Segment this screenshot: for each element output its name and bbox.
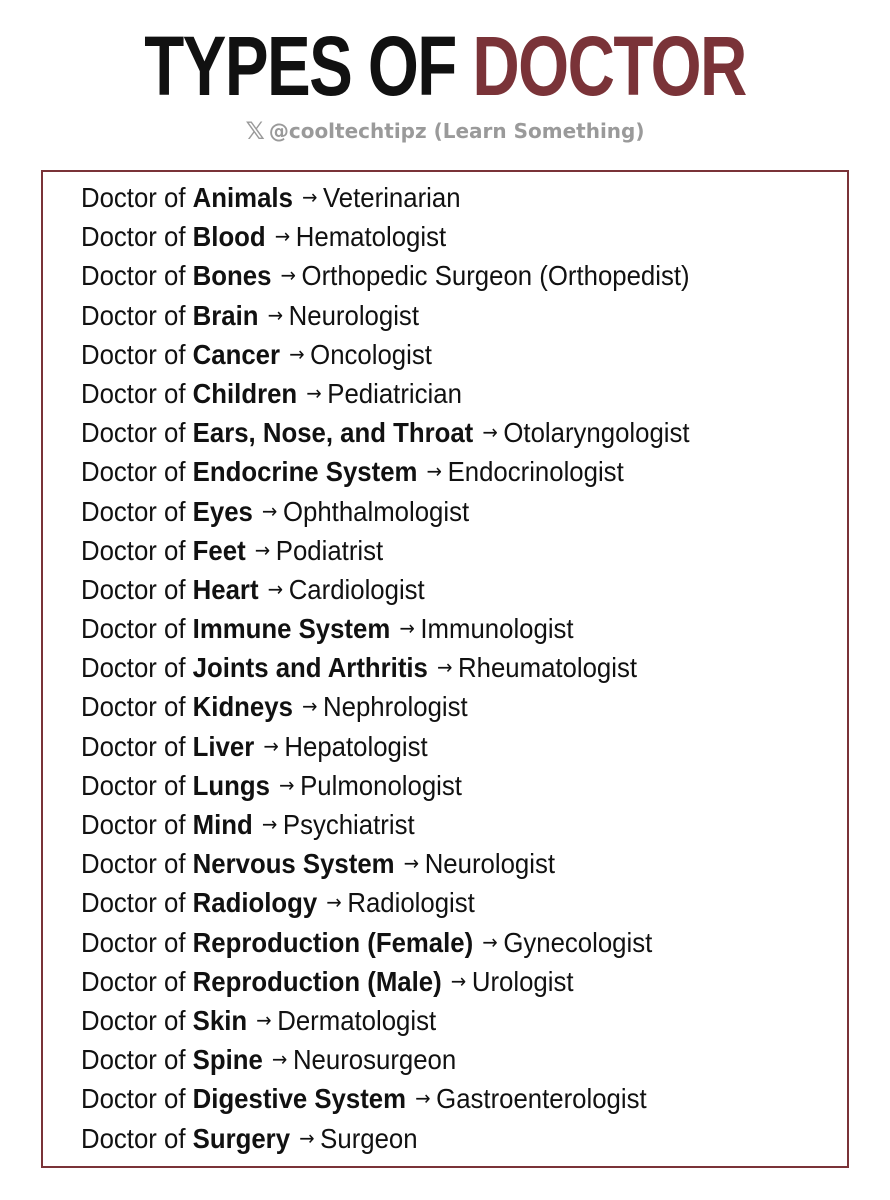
right-arrow-icon: → — [289, 341, 305, 366]
list-item-specialist: Gynecologist — [503, 926, 653, 958]
list-item-subject: Endocrine System — [192, 456, 418, 488]
list-item-subject: Eyes — [192, 495, 253, 527]
list-item-subject: Brain — [192, 299, 259, 331]
list-item-prefix: Doctor of — [81, 534, 193, 566]
list-item-prefix: Doctor of — [81, 221, 193, 253]
list-item — [81, 1003, 690, 1042]
list-item-specialist: Orthopedic Surgeon (Orthopedist) — [301, 260, 690, 292]
list-item-specialist: Ophthalmologist — [282, 495, 470, 527]
right-arrow-icon: → — [482, 420, 498, 445]
right-arrow-icon: → — [256, 1007, 272, 1032]
subtitle — [0, 116, 890, 146]
list-item-specialist: Dermatologist — [277, 1004, 437, 1036]
list-item-specialist: Oncologist — [310, 338, 432, 370]
list-item-prefix: Doctor of — [81, 1004, 193, 1036]
list-item — [81, 494, 690, 533]
list-item-specialist: Pulmonologist — [300, 769, 462, 801]
list-item-specialist: Neurologist — [424, 848, 556, 880]
list-item — [81, 572, 690, 611]
list-item-specialist: Gastroenterologist — [436, 1083, 647, 1115]
right-arrow-icon: → — [302, 694, 318, 719]
list-item — [81, 885, 690, 924]
list-item-prefix: Doctor of — [81, 417, 193, 449]
list-item-subject: Reproduction (Female) — [192, 926, 474, 958]
list-item-subject: Reproduction (Male) — [192, 965, 442, 997]
list-item-prefix: Doctor of — [81, 338, 193, 370]
list-item — [81, 807, 690, 846]
list-item-subject: Immune System — [192, 613, 391, 645]
list-item — [81, 180, 690, 219]
list-item-subject: Surgery — [192, 1122, 291, 1154]
right-arrow-icon: → — [261, 812, 278, 836]
right-arrow-icon: → — [415, 1086, 431, 1111]
list-item-specialist: Psychiatrist — [282, 809, 415, 840]
list-item-specialist: Radiologist — [347, 887, 475, 919]
right-arrow-icon: → — [267, 302, 284, 327]
x-logo-icon: 𝕏 — [245, 117, 265, 145]
list-item-subject: Ears, Nose, and Throat — [192, 417, 474, 449]
list-item — [81, 964, 690, 1003]
list-item-specialist: Rheumatologist — [458, 652, 638, 684]
right-arrow-icon: → — [279, 772, 295, 797]
list-item-prefix: Doctor of — [81, 573, 193, 605]
list-item — [81, 611, 690, 650]
list-item — [81, 729, 690, 768]
right-arrow-icon: → — [403, 851, 420, 876]
list-item-prefix: Doctor of — [81, 1122, 193, 1154]
list-item-prefix: Doctor of — [81, 965, 193, 997]
list-item-specialist: Surgeon — [320, 1122, 418, 1154]
list-item — [81, 258, 690, 297]
list-item-specialist: Cardiologist — [288, 573, 425, 605]
list-item-specialist: Endocrinologist — [447, 456, 624, 488]
list-item-specialist: Pediatrician — [327, 377, 462, 409]
list-item-subject: Bones — [192, 260, 272, 292]
list-item-specialist: Nephrologist — [323, 691, 468, 723]
list-item — [81, 846, 690, 885]
right-arrow-icon: → — [306, 380, 322, 405]
list-item — [81, 219, 690, 258]
list-item-prefix: Doctor of — [81, 1044, 193, 1076]
list-item-subject: Spine — [192, 1044, 263, 1076]
list-item — [81, 768, 690, 807]
list-item-prefix: Doctor of — [81, 495, 193, 527]
list-item-specialist: Otolaryngologist — [503, 417, 690, 449]
list-item-prefix: Doctor of — [81, 182, 193, 213]
page-title-part2: DOCTOR — [472, 19, 746, 113]
right-arrow-icon: → — [302, 185, 318, 209]
list-item-subject: Lungs — [192, 769, 270, 801]
right-arrow-icon: → — [280, 263, 297, 288]
list-item — [81, 415, 690, 454]
subtitle-handle: @cooltechtipz (Learn Something) — [268, 119, 645, 143]
list-item-prefix: Doctor of — [81, 299, 193, 331]
list-item-prefix: Doctor of — [81, 377, 193, 409]
right-arrow-icon: → — [426, 459, 443, 484]
list-item — [81, 376, 690, 415]
list-item-subject: Nervous System — [192, 848, 395, 880]
right-arrow-icon: → — [272, 1047, 288, 1072]
list-item-specialist: Neurologist — [288, 299, 419, 331]
list-item-specialist: Podiatrist — [275, 534, 384, 566]
list-item-prefix: Doctor of — [81, 769, 193, 801]
list-item-prefix: Doctor of — [81, 652, 193, 684]
list-item-prefix: Doctor of — [81, 691, 193, 723]
list-item-subject: Skin — [192, 1004, 248, 1036]
list-item-prefix: Doctor of — [81, 848, 193, 880]
list-item-specialist: Urologist — [471, 965, 574, 997]
right-arrow-icon: → — [450, 968, 467, 993]
list-item — [81, 454, 690, 493]
right-arrow-icon: → — [254, 537, 271, 562]
list-item-prefix: Doctor of — [81, 260, 193, 292]
list-item-specialist: Hematologist — [295, 221, 447, 253]
list-item-subject: Feet — [192, 534, 246, 566]
list-item — [81, 689, 690, 728]
list-item-subject: Animals — [192, 182, 293, 213]
page-title — [98, 18, 792, 114]
list-item-prefix: Doctor of — [81, 809, 193, 840]
list-item — [81, 925, 690, 964]
right-arrow-icon: → — [267, 576, 284, 601]
list-item-prefix: Doctor of — [81, 730, 193, 762]
list-item-subject: Children — [192, 377, 298, 409]
list-item-subject: Mind — [192, 809, 253, 840]
right-arrow-icon: → — [274, 224, 291, 249]
list-item — [81, 650, 690, 689]
list-item-specialist: Immunologist — [420, 613, 574, 645]
list-item-specialist: Hepatologist — [284, 730, 428, 762]
page-title-part1: TYPES OF — [144, 19, 473, 113]
list-item-subject: Radiology — [192, 887, 318, 919]
right-arrow-icon: → — [299, 1125, 315, 1150]
right-arrow-icon: → — [262, 498, 278, 523]
list-item-prefix: Doctor of — [81, 1083, 193, 1115]
list-item-prefix: Doctor of — [81, 613, 193, 645]
list-item — [81, 337, 690, 376]
right-arrow-icon: → — [482, 929, 498, 954]
list-item-specialist: Veterinarian — [323, 182, 461, 213]
list-item-specialist: Neurosurgeon — [292, 1044, 457, 1076]
doctor-list — [81, 180, 743, 1160]
right-arrow-icon: → — [326, 890, 342, 915]
right-arrow-icon: → — [437, 655, 453, 680]
list-item-prefix: Doctor of — [81, 887, 193, 919]
list-item-subject: Kidneys — [192, 691, 293, 723]
list-item — [81, 533, 690, 572]
list-item-subject: Joints and Arthritis — [192, 652, 428, 684]
list-item-subject: Digestive System — [192, 1083, 407, 1115]
list-item — [81, 298, 690, 337]
right-arrow-icon: → — [399, 616, 415, 641]
list-item-subject: Blood — [192, 221, 266, 253]
list-item-subject: Cancer — [192, 338, 281, 370]
list-item — [81, 1121, 690, 1160]
list-item-subject: Liver — [192, 730, 255, 762]
list-item-prefix: Doctor of — [81, 926, 193, 958]
right-arrow-icon: → — [263, 733, 279, 758]
list-item — [81, 1081, 690, 1120]
list-item — [81, 1042, 690, 1081]
list-item-subject: Heart — [192, 573, 259, 605]
list-item-prefix: Doctor of — [81, 456, 193, 488]
